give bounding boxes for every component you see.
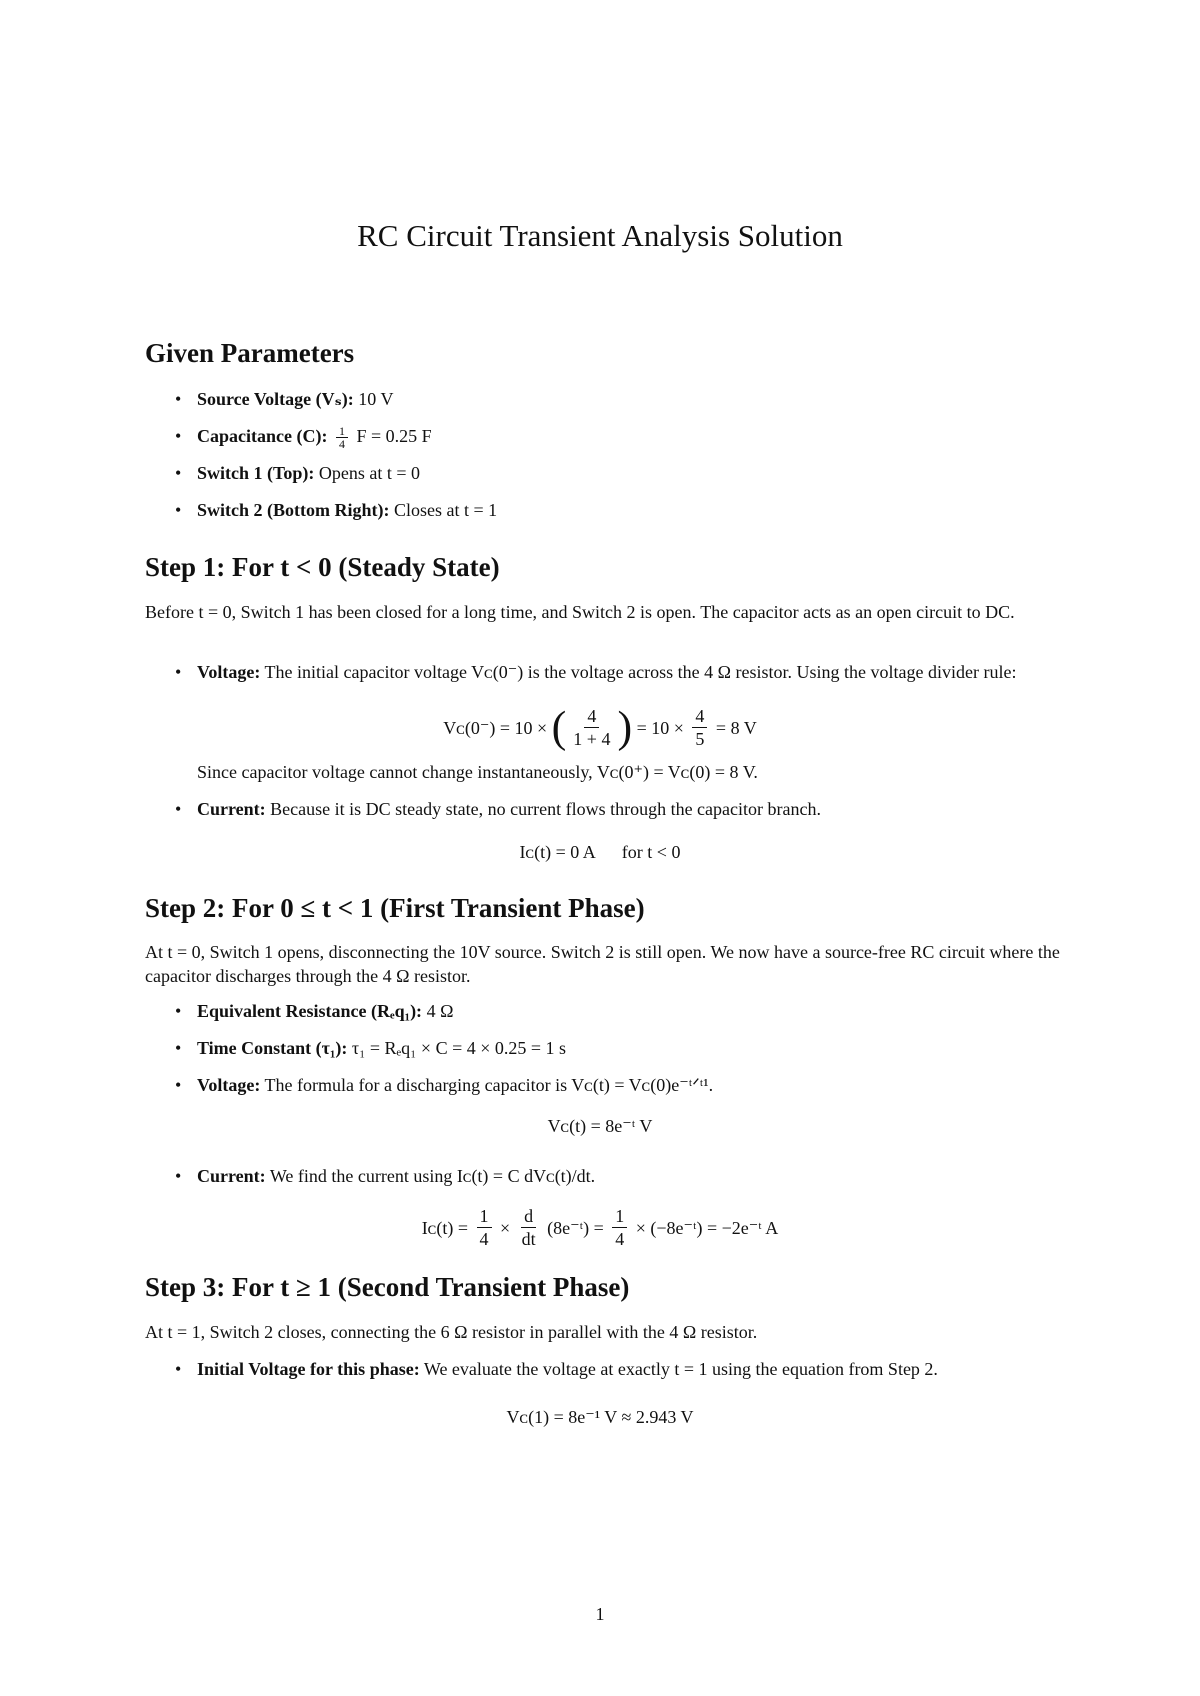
given-heading: Given Parameters [145, 338, 355, 368]
bullet-icon: • [175, 799, 182, 819]
bullet-icon: • [175, 389, 182, 409]
step2-heading: Step 2: For 0 ≤ t < 1 (First Transient Phase) [145, 893, 645, 923]
step2-current-equation: Iᴄ(t) = $\frac{1}{4}$ × $\frac{d}{dt}$ (8e⁻ᵗ) = $\frac{1}{4}$ × (−8e⁻ᵗ) = −2e⁻ᵗ A [421, 1206, 779, 1249]
step2-voltage-equation: Vᴄ(t) = 8e⁻ᵗ V [547, 1116, 653, 1136]
step2-intro: At t = 0, Switch 1 opens, disconnecting the 10V source. Switch 2 is still open. We now have a source-free RC circuit where the capacitor discharges through the 4 Ω resistor. [145, 942, 1060, 986]
page-number: 1 [595, 1604, 605, 1624]
step3-heading: Step 3: For t ≥ 1 (Second Transient Phase) [145, 1272, 630, 1302]
step1-voltage-equation: Vᴄ(0⁻) = 10 × ( $\frac{4}{1 + 4}$ ) = 10 × $\frac{4}{5}$ = 8 V [443, 702, 757, 752]
bullet-icon: • [175, 662, 182, 682]
capacitance-fraction: $\frac{1}{4}$ [336, 425, 348, 450]
step1-intro: Before t = 0, Switch 1 has been closed for a long time, and Switch 2 is open. The capacitor acts as an open circuit to DC. [145, 602, 1015, 622]
bullet-icon: • [175, 1075, 182, 1095]
bullet-icon: • [175, 500, 182, 520]
bullet-icon: • [175, 463, 182, 483]
step1-heading: Step 1: For t < 0 (Steady State) [145, 552, 500, 582]
bullet-icon: • [175, 1166, 182, 1186]
step3-intro: At t = 1, Switch 2 closes, connecting the 6 Ω resistor in parallel with the 4 Ω resistor. [145, 1322, 758, 1342]
bullet-icon: • [175, 1001, 182, 1021]
bullet-icon: • [175, 1359, 182, 1379]
page-title: RC Circuit Transient Analysis Solution [357, 218, 843, 253]
bullet-icon: • [175, 426, 182, 446]
document-page: RC Circuit Transient Analysis Solution Given Parameters • Source Voltage (Vₛ): 10 V • Capacitance (C): $\frac{1}{4}$ F = 0.25 F • Switch 1 (Top): Opens at t = 0 • Switch 2 (Bottom Right): Closes at t = 1 Step 1: For t < 0 (Steady State) Before t = 0, Switch 1 has been closed for a long time, and Switch 2 is open. The capacitor acts as an open circuit to DC. • Voltage: The initial capacitor voltage Vᴄ(0⁻) is the voltage across the 4 Ω resistor. Using the voltage divider rule: Vᴄ(0⁻) = 10 × ( $\frac{4}{1 + 4}$ ) = 10 × $\frac{4}{5}$ = 8 V Since capacitor voltage cannot change instantaneously, Vᴄ(0⁺) = Vᴄ(0) = 8 V. • Current: Because it is DC steady state, no current flows through the capacitor branch. Iᴄ(t) = 0 A for t < 0 Step 2: For 0 ≤ t < 1 (First Transient Phase) At t = 0, Switch 1 opens, disconnecting the 10V source. Switch 2 is still open. We now have a source-free RC circuit where the capacitor discharges through the 4 Ω resistor. • Equivalent Resistance (Rₑq₁): 4 Ω • Time Constant (τ₁): τ₁ = Rₑq₁ × C = 4 × 0.25 = 1 s • Voltage: The formula for a discharging capacitor is Vᴄ(t) = Vᴄ(0)e⁻ᵗᐟᵗ¹. Vᴄ(t) = 8e⁻ᵗ V • Current: We find the current using Iᴄ(t) = C dVᴄ(t)/dt. Iᴄ(t) = $\frac{1}{4}$ × $\frac{d}{dt}$ (8e⁻ᵗ) = $\frac{1}{4}$ × (−8e⁻ᵗ) = −2e⁻ᵗ A Step 3: For t ≥ 1 (Second Transient Phase) At t = 1, Switch 2 closes, connecting the 6 Ω resistor in parallel with the 4 Ω resistor. • Initial Voltage for this phase: We evaluate the voltage at exactly t = 1 using the equation from Step 2. Vᴄ(1) = 8e⁻¹ V ≈ 2.943 V 1 [0, 0, 1200, 1696]
bullet-icon: • [175, 1038, 182, 1058]
step3-equation: Vᴄ(1) = 8e⁻¹ V ≈ 2.943 V [506, 1407, 694, 1427]
step1-current-equation: Iᴄ(t) = 0 A for t < 0 [519, 842, 681, 862]
